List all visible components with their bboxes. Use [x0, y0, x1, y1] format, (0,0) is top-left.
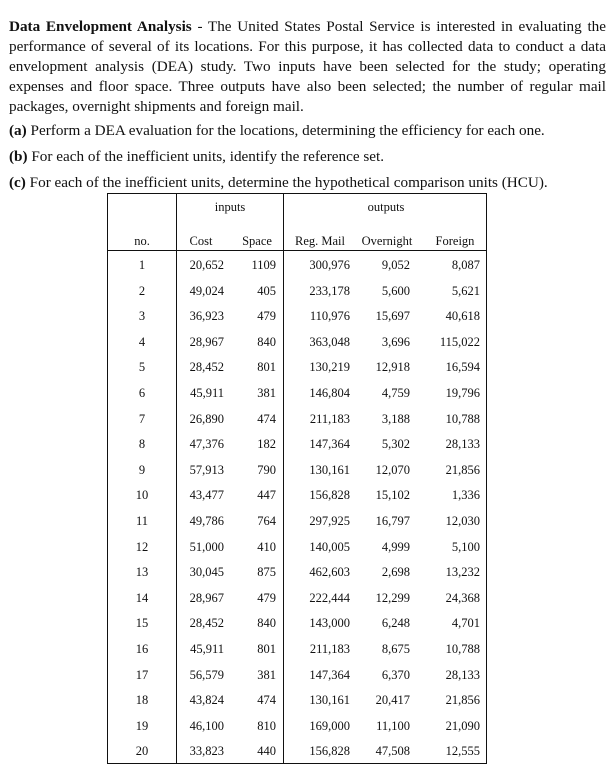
row-reg-mail-cell: 297,925: [309, 514, 350, 528]
row-space-cell: 790: [257, 462, 276, 477]
row-no-cell: 4: [138, 334, 146, 349]
row-foreign-cell: 16,594: [445, 360, 480, 375]
row-foreign-cell: 12,555: [445, 744, 480, 759]
row-overnight-cell: 3,696: [381, 334, 410, 349]
question-c-text: For each of the inefficient units, determine the hypothetical comparison units (HCU).: [25, 174, 548, 191]
row-overnight-cell: 9,052: [381, 258, 410, 272]
row-foreign-cell: 8,087: [451, 258, 480, 272]
row-space-cell: 410: [257, 539, 276, 554]
row-cost-cell: 57,913: [189, 462, 224, 477]
row-foreign-cell: 21,856: [445, 693, 480, 708]
row-overnight-cell: 5,600: [381, 283, 410, 298]
row-no-cell: 5: [138, 360, 146, 375]
row-overnight-cell: 6,370: [381, 667, 410, 682]
row-space-cell: 440: [257, 744, 276, 759]
row-cost-cell: 28,452: [189, 360, 224, 375]
row-space-cell: 840: [257, 334, 276, 349]
row-foreign-cell: 40,618: [445, 309, 480, 324]
row-no-cell: 6: [138, 386, 146, 400]
row-space-cell: 840: [257, 616, 276, 631]
row-cost-cell: 36,923: [189, 309, 224, 324]
row-overnight-cell: 16,797: [375, 514, 410, 528]
row-no-cell: 2: [138, 283, 146, 298]
row-overnight-cell: 6,248: [381, 616, 410, 631]
row-reg-mail-cell: 211,183: [309, 642, 350, 656]
row-foreign-cell: 28,133: [445, 667, 480, 682]
row-overnight-cell: 12,299: [375, 590, 410, 605]
row-space-cell: 474: [257, 693, 276, 708]
question-c: [9, 173, 548, 193]
row-reg-mail-cell: 146,804: [309, 386, 350, 400]
row-overnight-cell: 4,999: [381, 539, 410, 554]
table-divider-no: [176, 194, 177, 763]
row-reg-mail-cell: 211,183: [309, 411, 350, 426]
row-cost-cell: 20,652: [189, 258, 224, 272]
row-reg-mail-cell: 462,603: [309, 565, 350, 580]
row-no-cell: 7: [138, 411, 146, 426]
row-overnight-cell: 15,697: [375, 309, 410, 324]
row-foreign-cell: 115,022: [439, 334, 480, 349]
row-foreign-cell: 5,621: [451, 283, 480, 298]
outputs-group-header: outputs: [367, 200, 405, 214]
row-cost-cell: 56,579: [189, 667, 224, 682]
row-foreign-cell: 10,788: [445, 411, 480, 426]
row-overnight-cell: 3,188: [381, 411, 410, 426]
row-foreign-cell: 10,788: [445, 642, 480, 656]
row-reg-mail-cell: 140,005: [309, 539, 350, 554]
row-no-cell: 1: [138, 258, 146, 272]
table-header-rule: [108, 250, 486, 251]
row-reg-mail-cell: 363,048: [309, 334, 350, 349]
question-b-label: (b): [9, 148, 28, 165]
row-no-cell: 8: [138, 437, 146, 452]
row-space-cell: 875: [257, 565, 276, 580]
data-table: [107, 193, 487, 764]
row-cost-cell: 30,045: [189, 565, 224, 580]
row-cost-cell: 49,024: [189, 283, 224, 298]
row-space-cell: 381: [257, 386, 276, 400]
row-foreign-cell: 5,100: [451, 539, 480, 554]
row-space-cell: 479: [257, 309, 276, 324]
row-reg-mail-cell: 156,828: [309, 488, 350, 503]
question-a: [9, 121, 545, 141]
row-no-cell: 20: [135, 744, 149, 759]
row-foreign-cell: 21,856: [445, 462, 480, 477]
row-overnight-cell: 2,698: [381, 565, 410, 580]
row-foreign-cell: 28,133: [445, 437, 480, 452]
row-no-cell: 9: [138, 462, 146, 477]
row-space-cell: 182: [257, 437, 276, 452]
row-foreign-cell: 12,030: [445, 514, 480, 528]
row-overnight-cell: 5,302: [381, 437, 410, 452]
row-overnight-cell: 12,918: [375, 360, 410, 375]
row-foreign-cell: 24,368: [445, 590, 480, 605]
row-cost-cell: 46,100: [189, 718, 224, 733]
row-reg-mail-cell: 130,219: [309, 360, 350, 375]
column-header-reg-mail: Reg. Mail: [295, 234, 345, 248]
problem-title: Data Envelopment Analysis: [9, 18, 192, 35]
row-foreign-cell: 19,796: [445, 386, 480, 400]
row-no-cell: 17: [135, 667, 149, 682]
row-space-cell: 474: [257, 411, 276, 426]
row-foreign-cell: 4,701: [451, 616, 480, 631]
row-no-cell: 10: [135, 488, 149, 503]
row-overnight-cell: 20,417: [375, 693, 410, 708]
question-c-label: (c): [9, 174, 26, 191]
row-cost-cell: 43,824: [189, 693, 224, 708]
column-header-space: Space: [242, 234, 272, 248]
table-divider-inputs: [283, 194, 284, 763]
row-no-cell: 15: [135, 616, 149, 631]
row-cost-cell: 43,477: [189, 488, 224, 503]
row-reg-mail-cell: 222,444: [309, 590, 350, 605]
row-reg-mail-cell: 147,364: [309, 437, 350, 452]
row-space-cell: 764: [257, 514, 276, 528]
row-overnight-cell: 8,675: [381, 642, 410, 656]
row-space-cell: 381: [257, 667, 276, 682]
column-header-no: no.: [134, 234, 150, 248]
row-space-cell: 447: [257, 488, 276, 503]
row-foreign-cell: 13,232: [445, 565, 480, 580]
row-space-cell: 1109: [251, 258, 276, 272]
row-overnight-cell: 15,102: [375, 488, 410, 503]
row-reg-mail-cell: 130,161: [309, 693, 350, 708]
row-space-cell: 801: [257, 360, 276, 375]
row-overnight-cell: 4,759: [381, 386, 410, 400]
row-cost-cell: 33,823: [189, 744, 224, 759]
question-b-text: For each of the inefficient units, identify the reference set.: [27, 148, 385, 165]
row-space-cell: 801: [257, 642, 276, 656]
row-cost-cell: 28,452: [189, 616, 224, 631]
row-cost-cell: 28,967: [189, 334, 224, 349]
row-reg-mail-cell: 300,976: [309, 258, 350, 272]
row-reg-mail-cell: 233,178: [309, 283, 350, 298]
problem-description: [9, 17, 606, 117]
row-reg-mail-cell: 156,828: [309, 744, 350, 759]
row-reg-mail-cell: 143,000: [309, 616, 350, 631]
row-cost-cell: 45,911: [190, 642, 224, 656]
row-cost-cell: 49,786: [189, 514, 224, 528]
row-overnight-cell: 11,100: [376, 718, 410, 733]
row-no-cell: 3: [138, 309, 146, 324]
row-space-cell: 479: [257, 590, 276, 605]
row-no-cell: 19: [135, 718, 149, 733]
row-no-cell: 12: [135, 539, 149, 554]
row-cost-cell: 26,890: [189, 411, 224, 426]
row-reg-mail-cell: 130,161: [309, 462, 350, 477]
row-cost-cell: 51,000: [189, 539, 224, 554]
row-no-cell: 13: [135, 565, 149, 580]
row-no-cell: 11: [135, 514, 149, 528]
row-no-cell: 16: [135, 642, 149, 656]
row-reg-mail-cell: 169,000: [309, 718, 350, 733]
inputs-group-header: inputs: [214, 200, 246, 214]
row-reg-mail-cell: 147,364: [309, 667, 350, 682]
row-foreign-cell: 21,090: [445, 718, 480, 733]
question-b: [9, 147, 384, 167]
question-a-label: (a): [9, 122, 27, 139]
row-cost-cell: 28,967: [189, 590, 224, 605]
row-overnight-cell: 47,508: [375, 744, 410, 759]
row-no-cell: 18: [135, 693, 149, 708]
problem-text: - The United States Postal Service is interested in evaluating the performance of several of its locations. For this purpose, it has collected data to conduct a data envelopment analysis (DEA) study. Two inputs have been selected for the study; operating expenses and floor space. Three outputs have also been selected; the number of regular mail packages, overnight shipments and foreign mail.: [9, 18, 606, 115]
row-cost-cell: 45,911: [190, 386, 224, 400]
row-foreign-cell: 1,336: [451, 488, 480, 503]
row-reg-mail-cell: 110,976: [309, 309, 350, 324]
column-header-cost: Cost: [189, 234, 213, 248]
column-header-foreign: Foreign: [435, 234, 475, 248]
row-overnight-cell: 12,070: [375, 462, 410, 477]
row-no-cell: 14: [135, 590, 149, 605]
row-cost-cell: 47,376: [189, 437, 224, 452]
row-space-cell: 810: [257, 718, 276, 733]
column-header-overnight: Overnight: [361, 234, 413, 248]
question-a-text: Perform a DEA evaluation for the locations, determining the efficiency for each one.: [26, 122, 545, 139]
row-space-cell: 405: [257, 283, 276, 298]
